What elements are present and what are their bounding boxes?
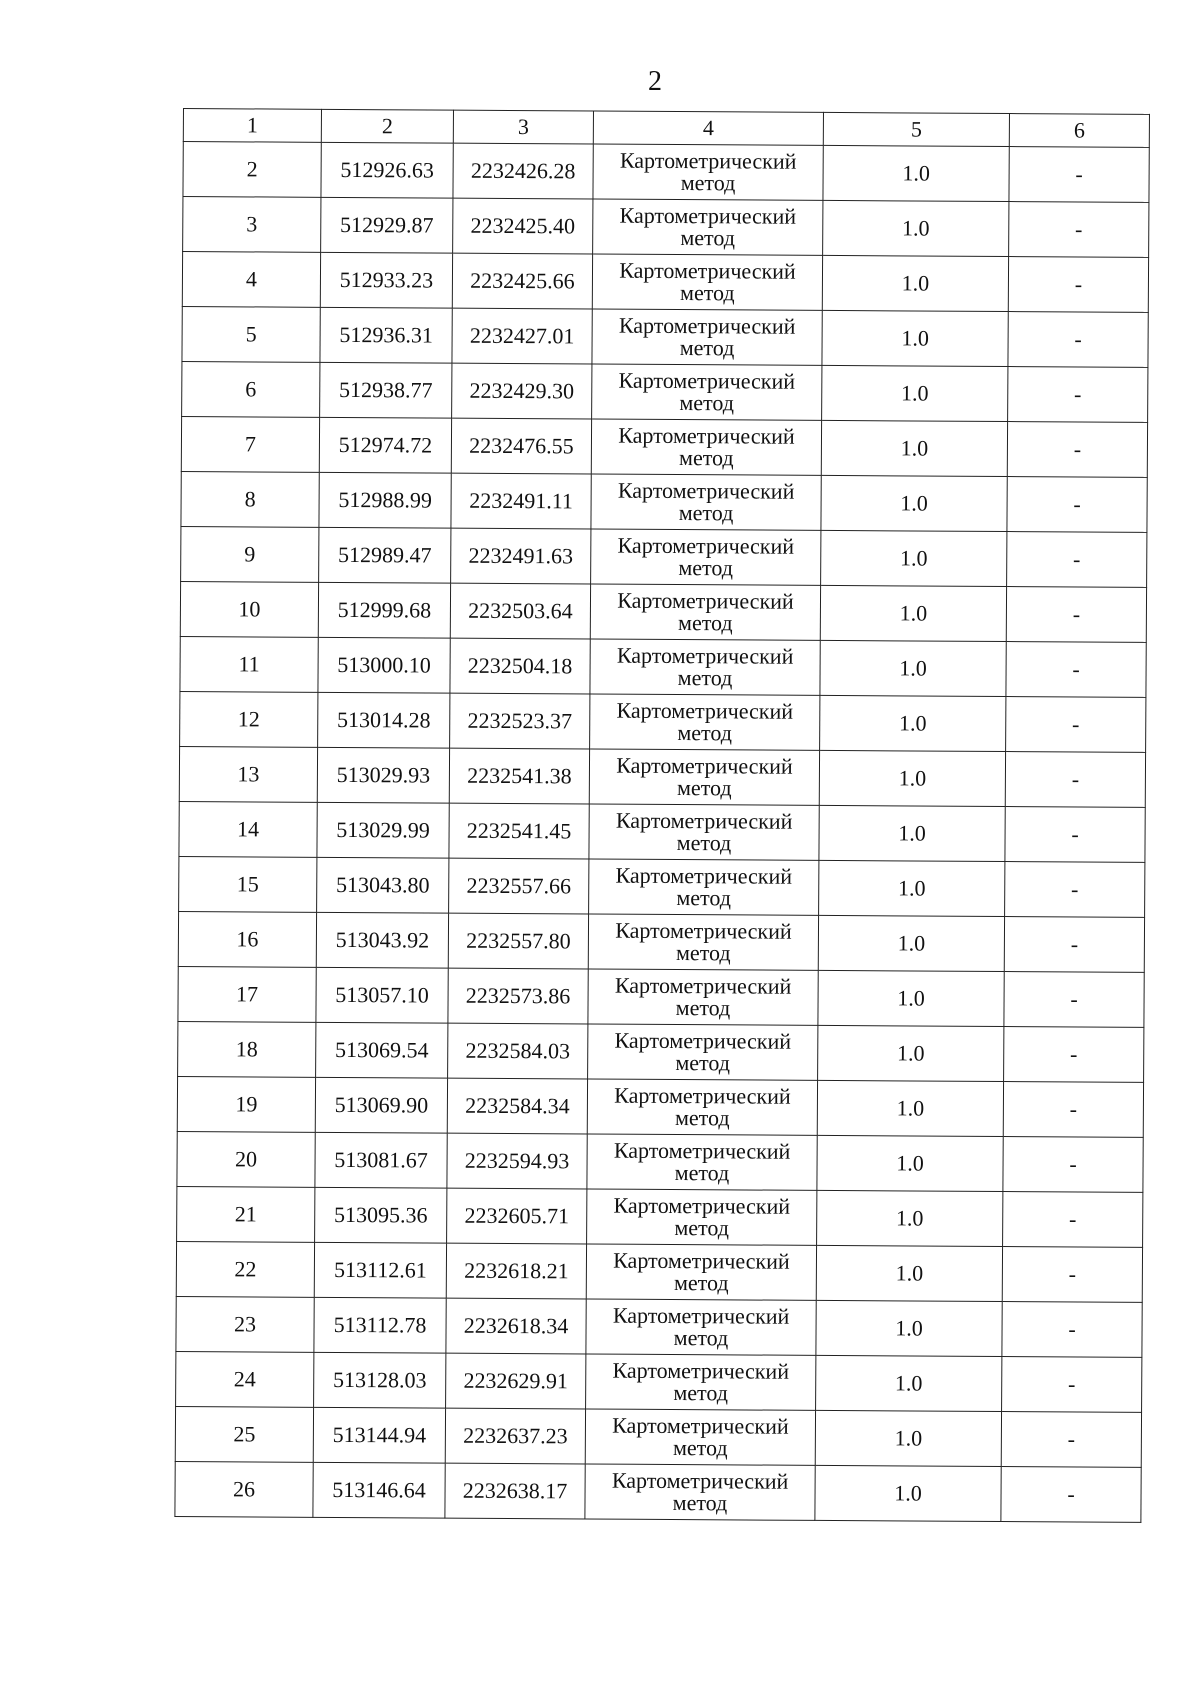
- point-number-cell: 17: [178, 966, 316, 1022]
- description-cell: -: [1005, 807, 1145, 863]
- point-number-cell: 5: [182, 306, 320, 362]
- method-line-1: Картометрический: [618, 422, 795, 449]
- method-cell: [587, 1079, 817, 1135]
- y-coordinate-cell: 2232476.55: [451, 418, 591, 474]
- point-number-cell: 8: [181, 471, 319, 527]
- point-number-cell: 6: [182, 361, 320, 417]
- description-cell: -: [1007, 532, 1147, 588]
- point-number-cell: 26: [175, 1461, 313, 1517]
- accuracy-cell: 1.0: [815, 1410, 1001, 1466]
- y-coordinate-cell: 2232584.34: [447, 1078, 587, 1134]
- method-cell: [593, 199, 823, 255]
- point-number-cell: 24: [176, 1351, 314, 1407]
- point-number-cell: 7: [181, 416, 319, 472]
- accuracy-cell: 1.0: [818, 970, 1004, 1026]
- y-coordinate-cell: 2232584.03: [448, 1023, 588, 1079]
- method-line-2: метод: [672, 1490, 728, 1516]
- method-line-2: метод: [678, 555, 734, 581]
- method-cell: [585, 1409, 815, 1465]
- table-row: [183, 142, 1149, 203]
- method-line-2: метод: [677, 720, 733, 746]
- accuracy-cell: 1.0: [816, 1355, 1002, 1411]
- point-number-cell: 15: [179, 856, 317, 912]
- method-line-1: Картометрический: [619, 147, 797, 174]
- y-coordinate-cell: 2232557.66: [449, 858, 589, 914]
- table-row: [177, 1131, 1143, 1192]
- method-cell: [588, 914, 818, 970]
- method-cell: [585, 1464, 815, 1520]
- column-header-2: 2: [321, 109, 453, 143]
- accuracy-cell: 1.0: [819, 860, 1005, 916]
- x-coordinate-cell: 513069.54: [316, 1022, 448, 1078]
- x-coordinate-cell: 513043.80: [317, 857, 449, 913]
- method-cell: [586, 1299, 816, 1355]
- method-line-1: Картометрический: [613, 1247, 790, 1274]
- method-line-2: метод: [677, 665, 733, 691]
- method-line-2: метод: [674, 1105, 730, 1131]
- method-line-2: метод: [678, 500, 734, 526]
- point-number-cell: 18: [178, 1021, 316, 1077]
- method-line-1: Картометрический: [616, 752, 793, 779]
- point-number-cell: 3: [183, 197, 321, 253]
- accuracy-cell: 1.0: [817, 1190, 1003, 1246]
- y-coordinate-cell: 2232618.21: [446, 1243, 586, 1299]
- description-cell: -: [1004, 972, 1144, 1028]
- table-row: [178, 911, 1144, 972]
- accuracy-cell: 1.0: [820, 640, 1006, 696]
- accuracy-cell: 1.0: [821, 420, 1007, 476]
- x-coordinate-cell: 512926.63: [321, 142, 453, 198]
- description-cell: -: [1003, 1082, 1143, 1138]
- description-cell: -: [1009, 147, 1149, 203]
- accuracy-cell: 1.0: [817, 1080, 1003, 1136]
- point-number-cell: 9: [181, 526, 319, 582]
- description-cell: -: [1001, 1412, 1141, 1468]
- method-line-1: Картометрический: [618, 367, 796, 394]
- method-line-1: Картометрический: [614, 972, 792, 999]
- table-row: [178, 1021, 1144, 1082]
- accuracy-cell: 1.0: [818, 1025, 1004, 1081]
- x-coordinate-cell: 513144.94: [313, 1407, 445, 1463]
- method-line-2: метод: [676, 775, 732, 801]
- y-coordinate-cell: 2232504.18: [450, 638, 590, 694]
- x-coordinate-cell: 513095.36: [315, 1187, 447, 1243]
- coordinates-table: [174, 108, 1150, 1523]
- method-line-2: метод: [674, 1215, 730, 1241]
- page-number: 2: [648, 66, 662, 97]
- description-cell: -: [1007, 422, 1147, 478]
- x-coordinate-cell: 513146.64: [313, 1462, 445, 1518]
- table-row: [179, 856, 1145, 917]
- method-cell: [588, 1024, 818, 1080]
- accuracy-cell: 1.0: [822, 310, 1008, 366]
- table-row: [176, 1241, 1142, 1302]
- y-coordinate-cell: 2232618.34: [446, 1298, 586, 1354]
- method-cell: [592, 254, 822, 310]
- x-coordinate-cell: 512988.99: [319, 472, 451, 528]
- accuracy-cell: 1.0: [821, 475, 1007, 531]
- method-line-1: Картометрический: [618, 312, 796, 339]
- method-line-1: Картометрический: [617, 532, 795, 559]
- y-coordinate-cell: 2232425.40: [453, 198, 593, 254]
- x-coordinate-cell: 512989.47: [319, 527, 451, 583]
- method-line-1: Картометрический: [611, 1467, 789, 1494]
- table-row: [181, 416, 1147, 477]
- table-row: [176, 1296, 1142, 1357]
- table-body: [175, 142, 1149, 1523]
- point-number-cell: 23: [176, 1296, 314, 1352]
- method-line-1: Картометрический: [613, 1192, 791, 1219]
- method-line-2: метод: [675, 995, 731, 1021]
- point-number-cell: 13: [179, 746, 317, 802]
- method-line-2: метод: [672, 1435, 728, 1461]
- x-coordinate-cell: 513029.93: [317, 747, 449, 803]
- table-row: [180, 691, 1146, 752]
- accuracy-cell: 1.0: [823, 200, 1009, 256]
- accuracy-cell: 1.0: [816, 1245, 1002, 1301]
- point-number-cell: 12: [180, 691, 318, 747]
- table-row: [179, 801, 1145, 862]
- description-cell: -: [1005, 862, 1145, 918]
- description-cell: -: [1008, 257, 1148, 313]
- method-line-2: метод: [673, 1270, 729, 1296]
- accuracy-cell: 1.0: [818, 915, 1004, 971]
- method-line-2: метод: [676, 885, 732, 911]
- point-number-cell: 2: [183, 142, 321, 198]
- method-line-1: Картометрический: [614, 1082, 791, 1109]
- point-number-cell: 10: [180, 581, 318, 637]
- table-row: [175, 1406, 1141, 1467]
- method-cell: [587, 1189, 817, 1245]
- method-line-2: метод: [677, 610, 733, 636]
- y-coordinate-cell: 2232594.93: [447, 1133, 587, 1189]
- method-line-2: метод: [673, 1325, 729, 1351]
- point-number-cell: 22: [176, 1241, 314, 1297]
- x-coordinate-cell: 512974.72: [319, 417, 451, 473]
- method-line-1: Картометрический: [612, 1412, 789, 1439]
- description-cell: -: [1008, 312, 1148, 368]
- x-coordinate-cell: 513057.10: [316, 967, 448, 1023]
- table-row: [177, 1186, 1143, 1247]
- point-number-cell: 11: [180, 636, 318, 692]
- description-cell: -: [1003, 1137, 1143, 1193]
- method-line-1: Картометрический: [613, 1137, 791, 1164]
- accuracy-cell: 1.0: [822, 255, 1008, 311]
- description-cell: -: [1004, 1027, 1144, 1083]
- x-coordinate-cell: 512933.23: [320, 252, 452, 308]
- point-number-cell: 4: [182, 252, 320, 308]
- method-cell: [591, 419, 821, 475]
- column-header-4: 4: [593, 111, 823, 145]
- x-coordinate-cell: 513000.10: [318, 637, 450, 693]
- description-cell: -: [1006, 587, 1146, 643]
- accuracy-cell: 1.0: [816, 1300, 1002, 1356]
- description-cell: -: [1004, 917, 1144, 973]
- description-cell: -: [1006, 642, 1146, 698]
- column-header-6: 6: [1009, 114, 1149, 148]
- accuracy-cell: 1.0: [819, 805, 1005, 861]
- x-coordinate-cell: 513014.28: [318, 692, 450, 748]
- table-row: [180, 581, 1146, 642]
- method-line-1: Картометрический: [615, 862, 793, 889]
- method-line-2: метод: [676, 830, 732, 856]
- point-number-cell: 14: [179, 801, 317, 857]
- description-cell: -: [1006, 697, 1146, 753]
- y-coordinate-cell: 2232557.80: [448, 913, 588, 969]
- column-header-1: 1: [183, 109, 321, 143]
- table-row: [182, 361, 1148, 422]
- method-line-1: Картометрический: [612, 1302, 790, 1329]
- y-coordinate-cell: 2232541.45: [449, 803, 589, 859]
- method-cell: [593, 144, 823, 200]
- table-row: [176, 1351, 1142, 1412]
- method-line-2: метод: [675, 940, 731, 966]
- description-cell: -: [1007, 477, 1147, 533]
- method-line-2: метод: [680, 225, 736, 251]
- table-row: [183, 197, 1149, 258]
- y-coordinate-cell: 2232427.01: [452, 308, 592, 364]
- table-row: [182, 306, 1148, 367]
- point-number-cell: 20: [177, 1131, 315, 1187]
- description-cell: -: [1002, 1247, 1142, 1303]
- method-line-2: метод: [680, 170, 736, 196]
- method-cell: [591, 474, 821, 530]
- y-coordinate-cell: 2232503.64: [450, 583, 590, 639]
- method-line-1: Картометрический: [617, 477, 795, 504]
- table-row: [181, 526, 1147, 587]
- x-coordinate-cell: 512936.31: [320, 307, 452, 363]
- method-line-1: Картометрический: [619, 257, 796, 284]
- method-cell: [592, 364, 822, 420]
- description-cell: -: [1003, 1192, 1143, 1248]
- method-line-1: Картометрический: [614, 1027, 792, 1054]
- x-coordinate-cell: 512999.68: [318, 582, 450, 638]
- method-line-1: Картометрический: [617, 587, 794, 614]
- method-cell: [586, 1244, 816, 1300]
- description-cell: -: [1001, 1467, 1141, 1523]
- y-coordinate-cell: 2232629.91: [446, 1353, 586, 1409]
- x-coordinate-cell: 513112.78: [314, 1297, 446, 1353]
- accuracy-cell: 1.0: [820, 585, 1006, 641]
- table-row: [177, 1076, 1143, 1137]
- accuracy-cell: 1.0: [815, 1465, 1001, 1521]
- method-cell: [589, 749, 819, 805]
- accuracy-cell: 1.0: [817, 1135, 1003, 1191]
- method-line-1: Картометрический: [616, 697, 794, 724]
- method-line-1: Картометрический: [615, 917, 792, 944]
- table-row: [179, 746, 1145, 807]
- x-coordinate-cell: 513043.92: [316, 912, 448, 968]
- description-cell: -: [1002, 1357, 1142, 1413]
- method-line-1: Картометрический: [615, 807, 793, 834]
- x-coordinate-cell: 513112.61: [314, 1242, 446, 1298]
- method-cell: [590, 639, 820, 695]
- method-cell: [588, 969, 818, 1025]
- x-coordinate-cell: 513029.99: [317, 802, 449, 858]
- description-cell: -: [1008, 367, 1148, 423]
- y-coordinate-cell: 2232429.30: [452, 363, 592, 419]
- column-header-3: 3: [453, 110, 593, 144]
- table-row: [175, 1461, 1141, 1522]
- method-line-2: метод: [679, 335, 735, 361]
- y-coordinate-cell: 2232637.23: [445, 1408, 585, 1464]
- accuracy-cell: 1.0: [819, 750, 1005, 806]
- method-line-1: Картометрический: [619, 202, 797, 229]
- accuracy-cell: 1.0: [821, 530, 1007, 586]
- description-cell: -: [1002, 1302, 1142, 1358]
- method-line-2: метод: [679, 390, 735, 416]
- table-row: [180, 636, 1146, 697]
- method-cell: [592, 309, 822, 365]
- y-coordinate-cell: 2232523.37: [450, 693, 590, 749]
- method-cell: [589, 804, 819, 860]
- method-line-2: метод: [680, 280, 735, 306]
- method-cell: [591, 529, 821, 585]
- method-cell: [590, 694, 820, 750]
- x-coordinate-cell: 513081.67: [315, 1132, 447, 1188]
- y-coordinate-cell: 2232491.11: [451, 473, 591, 529]
- method-line-2: метод: [674, 1160, 730, 1186]
- table-row: [182, 252, 1148, 313]
- y-coordinate-cell: 2232491.63: [451, 528, 591, 584]
- method-line-2: метод: [679, 445, 734, 471]
- method-cell: [590, 584, 820, 640]
- column-header-5: 5: [823, 112, 1009, 146]
- method-line-1: Картометрический: [612, 1357, 790, 1384]
- x-coordinate-cell: 512929.87: [321, 197, 453, 253]
- method-line-1: Картометрический: [616, 642, 794, 669]
- y-coordinate-cell: 2232638.17: [445, 1463, 585, 1519]
- point-number-cell: 16: [178, 911, 316, 967]
- point-number-cell: 25: [175, 1406, 313, 1462]
- accuracy-cell: 1.0: [822, 365, 1008, 421]
- y-coordinate-cell: 2232573.86: [448, 968, 588, 1024]
- x-coordinate-cell: 513128.03: [314, 1352, 446, 1408]
- description-cell: -: [1009, 202, 1149, 258]
- y-coordinate-cell: 2232426.28: [453, 143, 593, 199]
- x-coordinate-cell: 513069.90: [315, 1077, 447, 1133]
- table-row: [181, 471, 1147, 532]
- x-coordinate-cell: 512938.77: [320, 362, 452, 418]
- y-coordinate-cell: 2232425.66: [452, 253, 592, 309]
- y-coordinate-cell: 2232605.71: [447, 1188, 587, 1244]
- description-cell: -: [1005, 752, 1145, 808]
- method-cell: [587, 1134, 817, 1190]
- point-number-cell: 19: [177, 1076, 315, 1132]
- method-cell: [589, 859, 819, 915]
- method-cell: [586, 1354, 816, 1410]
- accuracy-cell: 1.0: [820, 695, 1006, 751]
- point-number-cell: 21: [177, 1186, 315, 1242]
- method-line-2: метод: [673, 1380, 729, 1406]
- table-row: [178, 966, 1144, 1027]
- y-coordinate-cell: 2232541.38: [449, 748, 589, 804]
- accuracy-cell: 1.0: [823, 145, 1009, 201]
- method-line-2: метод: [675, 1050, 731, 1076]
